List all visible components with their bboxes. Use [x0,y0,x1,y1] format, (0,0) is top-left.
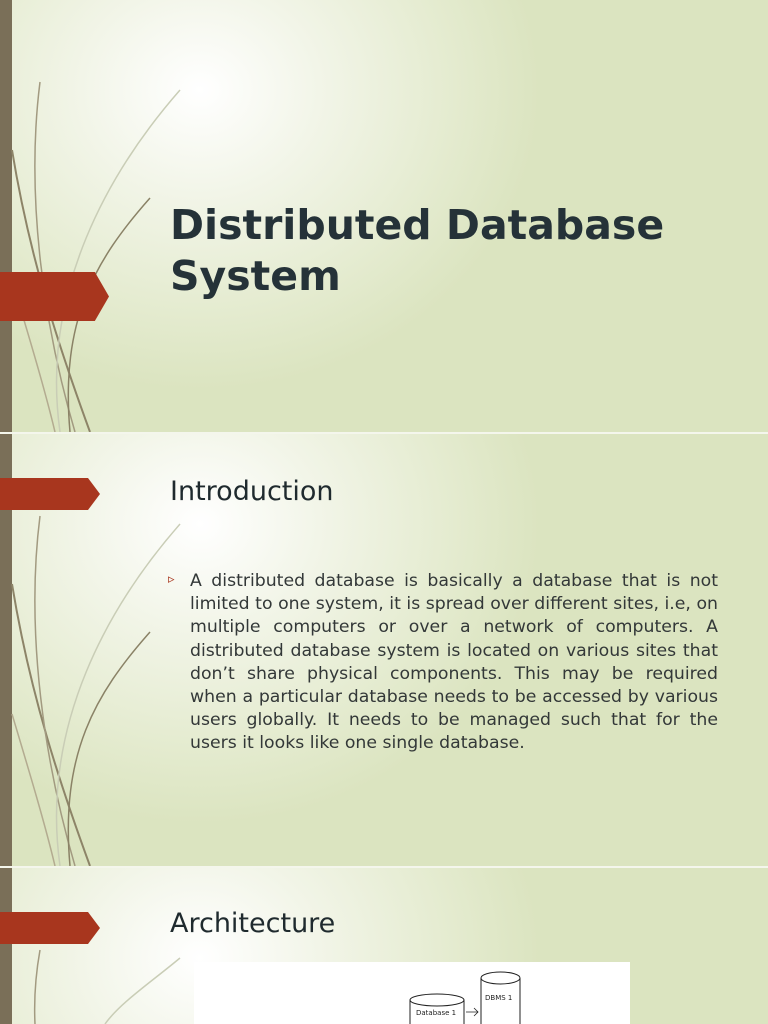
connector-arrow-icon [466,1008,478,1016]
bullet-arrow-icon: ▹ [168,572,175,587]
slide-heading: Architecture [170,908,336,939]
decorative-swoosh [0,868,200,1024]
slide-title-text: Distributed Database System [170,201,665,300]
slide-title [0,0,768,432]
slide-introduction [0,434,768,866]
bullet-text: A distributed database is basically a database that is not limited to one system, it is spread over different sites, i.e, on multiple computers or over a network of computers. A distributed database system is located on various sites that don’t share physical components. This may be required when a particular database needs to be accessed by various users globally. It needs to be managed such that for the users it looks like one single database. [190,571,718,754]
arrow-tab-icon [0,478,100,510]
slide-heading: Introduction [170,476,334,507]
dbms-cylinder-icon [481,972,520,1024]
architecture-diagram [194,962,630,1024]
arrow-tab-icon [0,912,100,944]
database-label: Database 1 [416,1009,457,1017]
dbms-label: DBMS 1 [485,994,513,1002]
arrow-tab-icon [0,272,109,321]
slide-architecture [0,868,768,1024]
database-cylinder-icon [410,994,464,1024]
